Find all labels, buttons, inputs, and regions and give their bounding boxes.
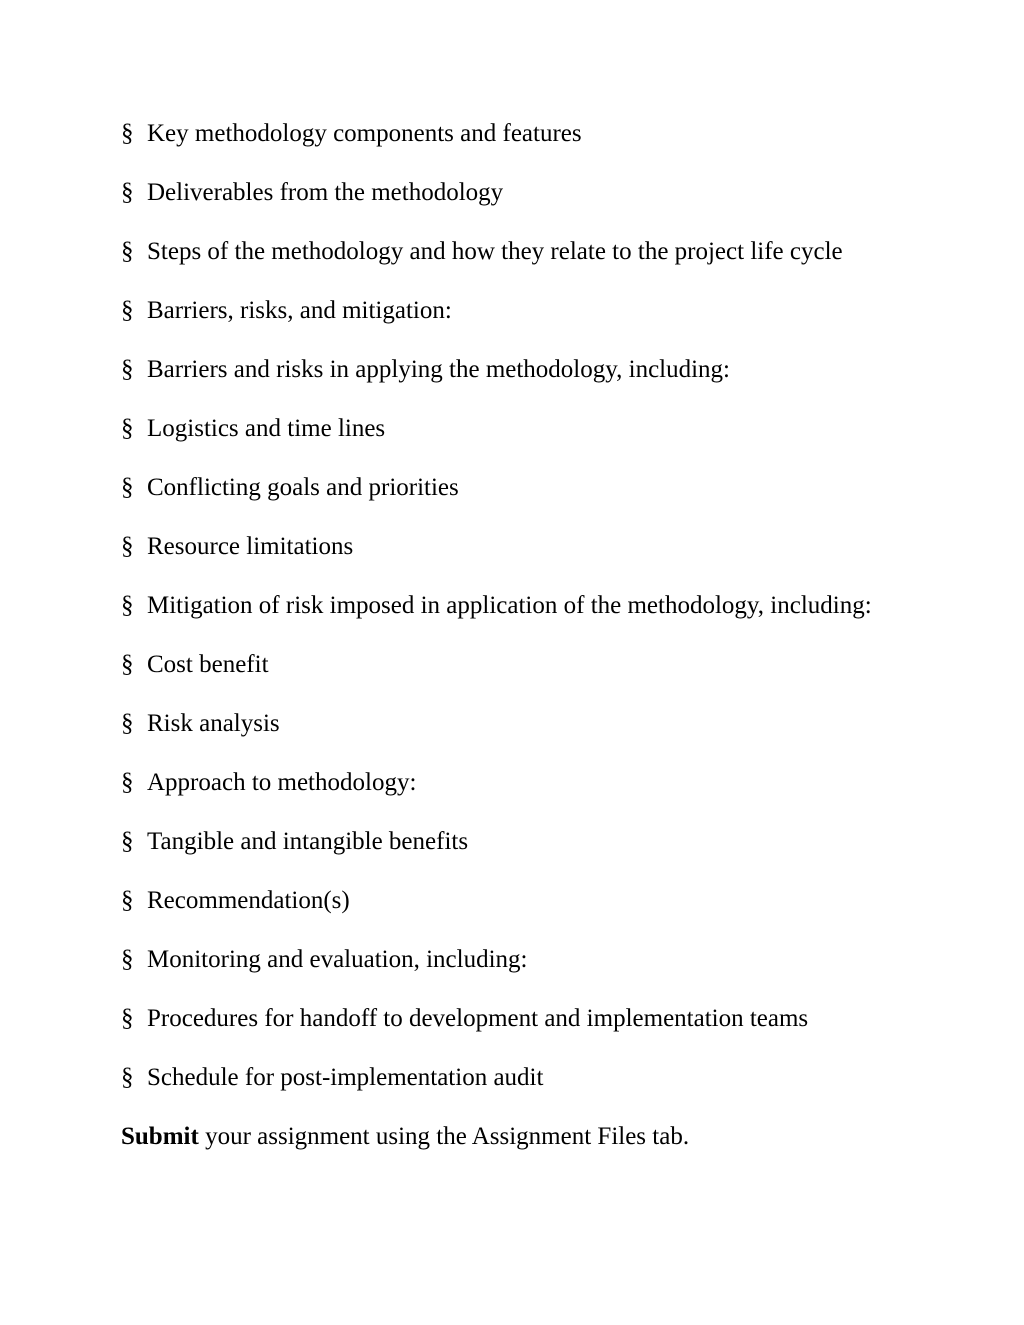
list-item-text: Conflicting goals and priorities (147, 474, 459, 501)
list-item-text: Key methodology components and features (147, 120, 582, 147)
section-sign-bullet: § (121, 356, 134, 383)
list-item-text: Barriers and risks in applying the methodology, including: (147, 356, 731, 383)
list-item-text: Cost benefit (147, 651, 269, 678)
submit-instruction-text: your assignment using the Assignment Files tab. (198, 1123, 690, 1150)
list-item (121, 118, 911, 149)
section-sign-bullet: § (121, 297, 134, 324)
list-item (121, 590, 911, 621)
section-sign-bullet: § (121, 474, 134, 501)
list-item-text: Monitoring and evaluation, including: (147, 946, 528, 973)
section-sign-bullet: § (121, 533, 134, 560)
list-item-text: Steps of the methodology and how they relate to the project life cycle (147, 238, 843, 265)
list-item (121, 531, 911, 562)
submit-instruction (121, 1121, 911, 1152)
list-item-text: Deliverables from the methodology (147, 179, 504, 206)
section-sign-bullet: § (121, 1005, 134, 1032)
section-sign-bullet: § (121, 415, 134, 442)
document-content (121, 118, 911, 1152)
list-item (121, 944, 911, 975)
list-item (121, 1003, 911, 1034)
list-item (121, 177, 911, 208)
list-item-text: Logistics and time lines (147, 415, 386, 442)
list-item (121, 295, 911, 326)
list-item (121, 354, 911, 385)
list-item-text: Mitigation of risk imposed in application of the methodology, including: (147, 592, 872, 619)
list-item-text: Barriers, risks, and mitigation: (147, 297, 452, 324)
list-item (121, 885, 911, 916)
section-sign-bullet: § (121, 238, 134, 265)
section-sign-bullet: § (121, 769, 134, 796)
list-item (121, 472, 911, 503)
section-sign-bullet: § (121, 887, 134, 914)
section-sign-bullet: § (121, 592, 134, 619)
list-item-text: Procedures for handoff to development and implementation teams (147, 1005, 809, 1032)
list-item-text: Recommendation(s) (147, 887, 350, 914)
section-sign-bullet: § (121, 120, 134, 147)
section-sign-bullet: § (121, 946, 134, 973)
list-item (121, 1062, 911, 1093)
list-item (121, 236, 911, 267)
list-item (121, 767, 911, 798)
section-sign-bullet: § (121, 179, 134, 206)
list-item (121, 708, 911, 739)
list-item-text: Approach to methodology: (147, 769, 417, 796)
section-sign-bullet: § (121, 651, 134, 678)
section-sign-bullet: § (121, 1064, 134, 1091)
section-sign-bullet: § (121, 710, 134, 737)
list-item-text: Schedule for post-implementation audit (147, 1064, 544, 1091)
list-item (121, 826, 911, 857)
list-item (121, 413, 911, 444)
section-sign-bullet: § (121, 828, 134, 855)
list-item-text: Tangible and intangible benefits (147, 828, 469, 855)
list-item (121, 649, 911, 680)
list-item-text: Resource limitations (147, 533, 354, 560)
submit-bold-label: Submit (121, 1123, 199, 1150)
list-item-text: Risk analysis (147, 710, 280, 737)
